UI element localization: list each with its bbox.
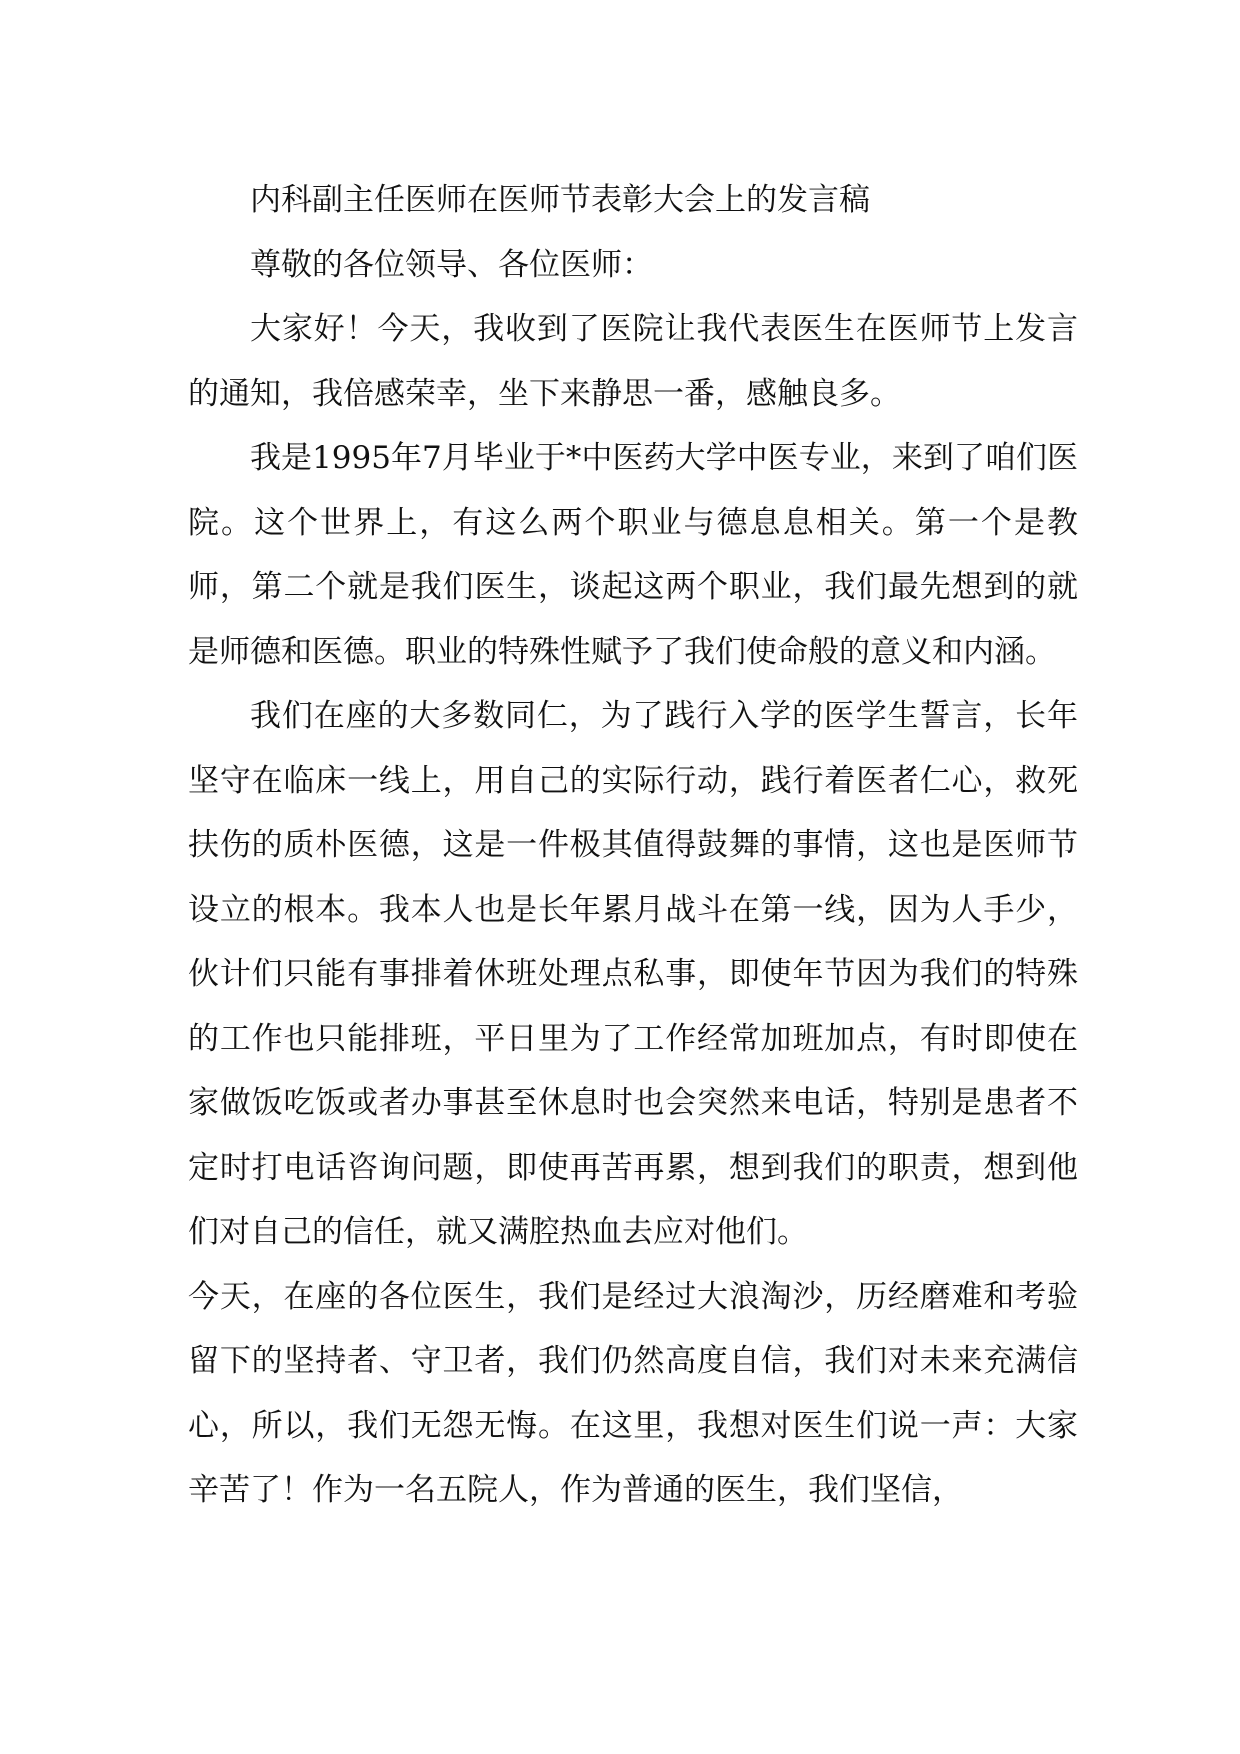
- document-title: 内科副主任医师在医师节表彰大会上的发言稿: [250, 182, 870, 218]
- document-body: [188, 168, 1078, 1523]
- paragraph-closing: 今天，在座的各位医生，我们是经过大浪淘沙，历经磨难和考验留下的坚持者、守卫者，我们仍然高度自信，我们对未来充满信心，所以，我们无怨无悔。在这里，我想对医生们说一声：大家辛苦了！作为一名五院人，作为普通的医生，我们坚信，: [188, 1278, 1078, 1508]
- salutation: 尊敬的各位领导、各位医师：: [250, 246, 653, 283]
- paragraph-background: 我是1995年7月毕业于*中医药大学中医专业，来到了咱们医院。这个世界上，有这么两个职业与德息息相关。第一个是教师，第二个就是我们医生，谈起这两个职业，我们最先想到的就是师德和医德。职业的特殊性赋予了我们使命般的意义和内涵。: [188, 440, 1078, 670]
- paragraph-dedication: 我们在座的大多数同仁，为了践行入学的医学生誓言，长年坚守在临床一线上，用自己的实际行动，践行着医者仁心，救死扶伤的质朴医德，这是一件极其值得鼓舞的事情，这也是医师节设立的根本。我本人也是长年累月战斗在第一线，因为人手少，伙计们只能有事排着休班处理点私事，即使年节因为我们的特殊的工作也只能排班，平日里为了工作经常加班加点，有时即使在家做饭吃饭或者办事甚至休息时也会突然来电话，特别是患者不定时打电话咨询问题，即使再苦再累，想到我们的职责，想到他们对自己的信任，就又满腔热血去应对他们。: [188, 698, 1078, 1250]
- paragraph-greeting: 大家好！今天，我收到了医院让我代表医生在医师节上发言的通知，我倍感荣幸，坐下来静思一番，感触良多。: [188, 311, 1078, 412]
